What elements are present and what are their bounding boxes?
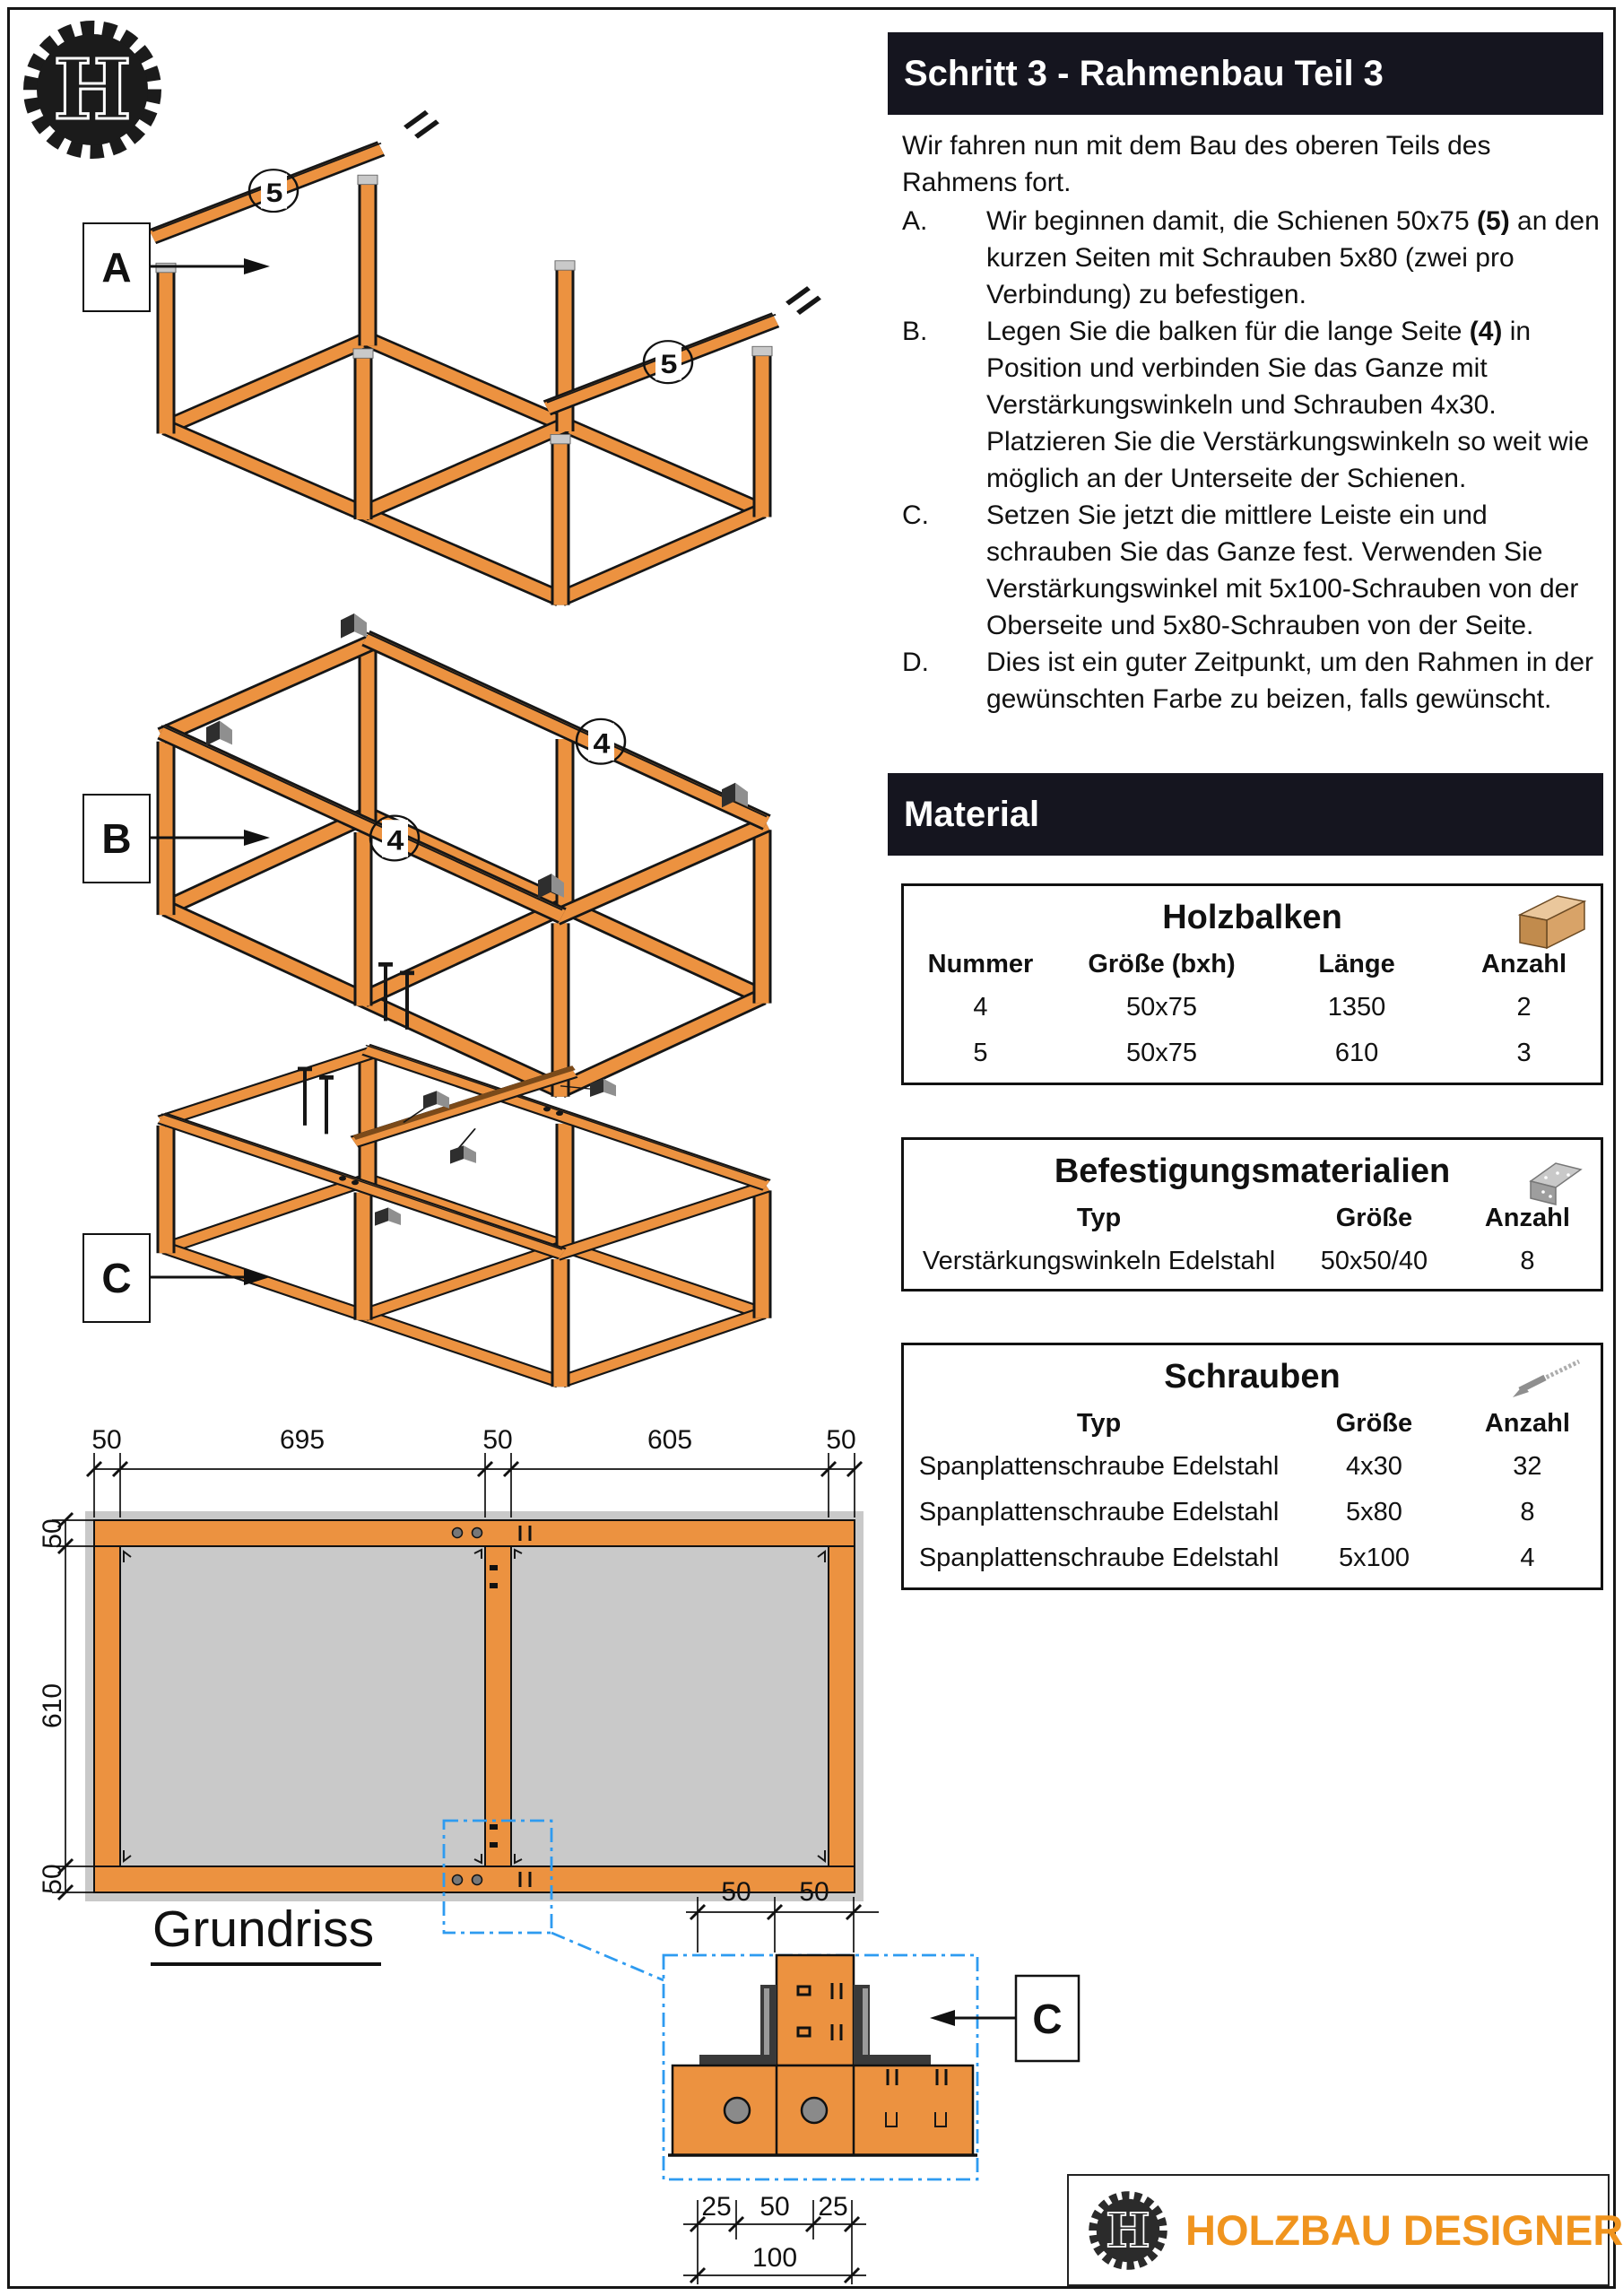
table-cell: 50x75 bbox=[1125, 1039, 1197, 1067]
dim-label: 50 bbox=[91, 1425, 122, 1455]
befestigung-table bbox=[901, 1137, 1603, 1292]
list-item bbox=[902, 313, 1605, 497]
column-header: Größe (bxh) bbox=[1088, 950, 1236, 978]
dim-label: 605 bbox=[647, 1425, 693, 1455]
table-cell: 5x80 bbox=[1346, 1498, 1402, 1526]
dim-label: 100 bbox=[751, 2243, 798, 2273]
column-header: Anzahl bbox=[1484, 1409, 1570, 1438]
list-item bbox=[902, 497, 1605, 644]
table-cell: 5x100 bbox=[1338, 1544, 1410, 1572]
dim-label: 50 bbox=[826, 1425, 856, 1455]
dim-label: 50 bbox=[38, 1864, 67, 1894]
view-label-b bbox=[82, 794, 151, 883]
table-title: Holzbalken bbox=[1162, 899, 1342, 936]
wood-beam-icon bbox=[1513, 891, 1588, 956]
dim-label: 610 bbox=[38, 1683, 67, 1729]
item-text: Wir beginnen damit, die Schienen 50x75 (5) an den kurzen Seiten mit Schrauben 5x80 (zwei pro Verbindung) zu befestigen. bbox=[986, 206, 1600, 309]
brand-name: HOLZBAU DESIGNER bbox=[1185, 2206, 1623, 2254]
screw-icon bbox=[1506, 1351, 1588, 1401]
table-cell: Verstärkungswinkeln Edelstahl bbox=[922, 1247, 1276, 1275]
label-arrow-icon bbox=[151, 1265, 272, 1289]
table-cell: 32 bbox=[1513, 1452, 1542, 1481]
dim-label: 50 bbox=[482, 1425, 513, 1455]
table-cell: 4x30 bbox=[1346, 1452, 1402, 1481]
item-letter: D. bbox=[902, 648, 929, 677]
label-arrow-icon bbox=[151, 826, 272, 849]
table-cell: 2 bbox=[1516, 993, 1532, 1022]
dim-label: 50 bbox=[759, 2192, 790, 2222]
table-cell: 4 bbox=[1520, 1544, 1535, 1572]
column-header: Größe bbox=[1335, 1409, 1413, 1438]
table-cell: 50x50/40 bbox=[1320, 1247, 1428, 1275]
intro-paragraph: Wir fahren nun mit dem Bau des oberen Teils des Rahmens fort. bbox=[902, 131, 1491, 197]
table-cell: 50x75 bbox=[1125, 993, 1197, 1022]
view-label-text: B bbox=[101, 815, 132, 862]
item-text: Dies ist ein guter Zeitpunkt, um den Rahmen in der gewünschten Farbe zu beizen, falls gewünscht. bbox=[986, 648, 1594, 714]
view-label-text: C bbox=[101, 1255, 132, 1301]
table-grid bbox=[904, 1402, 1601, 1587]
table-cell: 3 bbox=[1516, 1039, 1532, 1067]
column-header: Typ bbox=[1076, 1204, 1122, 1232]
column-header: Größe bbox=[1335, 1204, 1413, 1232]
dim-label: 25 bbox=[701, 2192, 732, 2222]
sawblade-logo-icon bbox=[1083, 2186, 1173, 2275]
table-grid bbox=[904, 943, 1601, 1083]
angle-bracket-icon bbox=[1523, 1145, 1588, 1208]
table-title-row bbox=[904, 1140, 1601, 1196]
table-cell: 4 bbox=[973, 993, 988, 1022]
view-label-c bbox=[82, 1233, 151, 1323]
table-cell: 8 bbox=[1520, 1247, 1535, 1275]
column-header: Anzahl bbox=[1484, 1204, 1570, 1232]
material-header-bar bbox=[888, 773, 1603, 856]
column-header: Länge bbox=[1318, 950, 1395, 978]
view-label-a bbox=[82, 222, 151, 312]
dim-label: 50 bbox=[799, 1877, 829, 1907]
detail-label-text: C bbox=[1032, 1996, 1063, 2042]
column-header: Nummer bbox=[927, 950, 1034, 978]
list-item bbox=[902, 203, 1605, 313]
callout-number: 4 bbox=[386, 823, 404, 857]
table-grid bbox=[904, 1196, 1601, 1289]
table-cell: Spanplattenschraube Edelstahl bbox=[918, 1498, 1280, 1526]
table-title: Schrauben bbox=[1164, 1358, 1341, 1396]
table-cell: 610 bbox=[1334, 1039, 1379, 1067]
step-title: Schritt 3 - Rahmenbau Teil 3 bbox=[904, 53, 1384, 93]
table-title: Befestigungsmaterialien bbox=[1054, 1152, 1451, 1190]
table-title-row bbox=[904, 886, 1601, 943]
callout-number: 5 bbox=[265, 177, 283, 208]
plan-title-text: Grundriss bbox=[152, 1900, 375, 1958]
label-arrow-icon bbox=[151, 255, 272, 278]
dim-label: 695 bbox=[279, 1425, 325, 1455]
step-header-bar bbox=[888, 32, 1603, 115]
view-label-text: A bbox=[101, 244, 132, 291]
column-header: Typ bbox=[1076, 1409, 1122, 1438]
table-cell: Spanplattenschraube Edelstahl bbox=[918, 1452, 1280, 1481]
dim-label: 25 bbox=[818, 2192, 848, 2222]
brand-footer bbox=[1067, 2174, 1623, 2286]
label-arrow-icon bbox=[930, 2010, 955, 2026]
callout-number: 5 bbox=[660, 348, 678, 379]
diagram-c-isometric bbox=[135, 946, 825, 1408]
table-title-row bbox=[904, 1345, 1601, 1402]
material-title: Material bbox=[904, 794, 1040, 834]
logo-monogram: H bbox=[1106, 2203, 1150, 2258]
item-text: Setzen Sie jetzt die mittlere Leiste ein und schrauben Sie das Ganze fest. Verwenden Sie Verstärkungswinkel mit 5x100-Schrauben von der Oberseite und 5x80-Schrauben von der Seite. bbox=[986, 500, 1579, 640]
list-item bbox=[902, 644, 1605, 718]
table-cell: 1350 bbox=[1327, 993, 1386, 1022]
plan-title bbox=[151, 1900, 381, 1966]
item-letter: C. bbox=[902, 500, 929, 530]
table-cell: Spanplattenschraube Edelstahl bbox=[918, 1544, 1280, 1572]
dim-label: 50 bbox=[38, 1518, 67, 1549]
table-cell: 5 bbox=[973, 1039, 988, 1067]
item-text: Legen Sie die balken für die lange Seite (4) in Position und verbinden Sie das Ganze mit Verstärkungswinkeln und Schrauben 4x30. Platzieren Sie die Verstärkungswinkeln so weit wie möglich an der Unterseite der Schienen. bbox=[986, 317, 1589, 493]
schrauben-table bbox=[901, 1343, 1603, 1590]
item-letter: A. bbox=[902, 206, 928, 236]
holzbalken-table bbox=[901, 883, 1603, 1085]
table-cell: 8 bbox=[1520, 1498, 1535, 1526]
dim-label: 50 bbox=[721, 1877, 751, 1907]
column-header: Anzahl bbox=[1480, 950, 1567, 978]
logo-monogram: H bbox=[53, 41, 132, 138]
instruction-list bbox=[902, 203, 1605, 718]
item-letter: B. bbox=[902, 317, 928, 346]
callout-number: 4 bbox=[593, 726, 611, 760]
